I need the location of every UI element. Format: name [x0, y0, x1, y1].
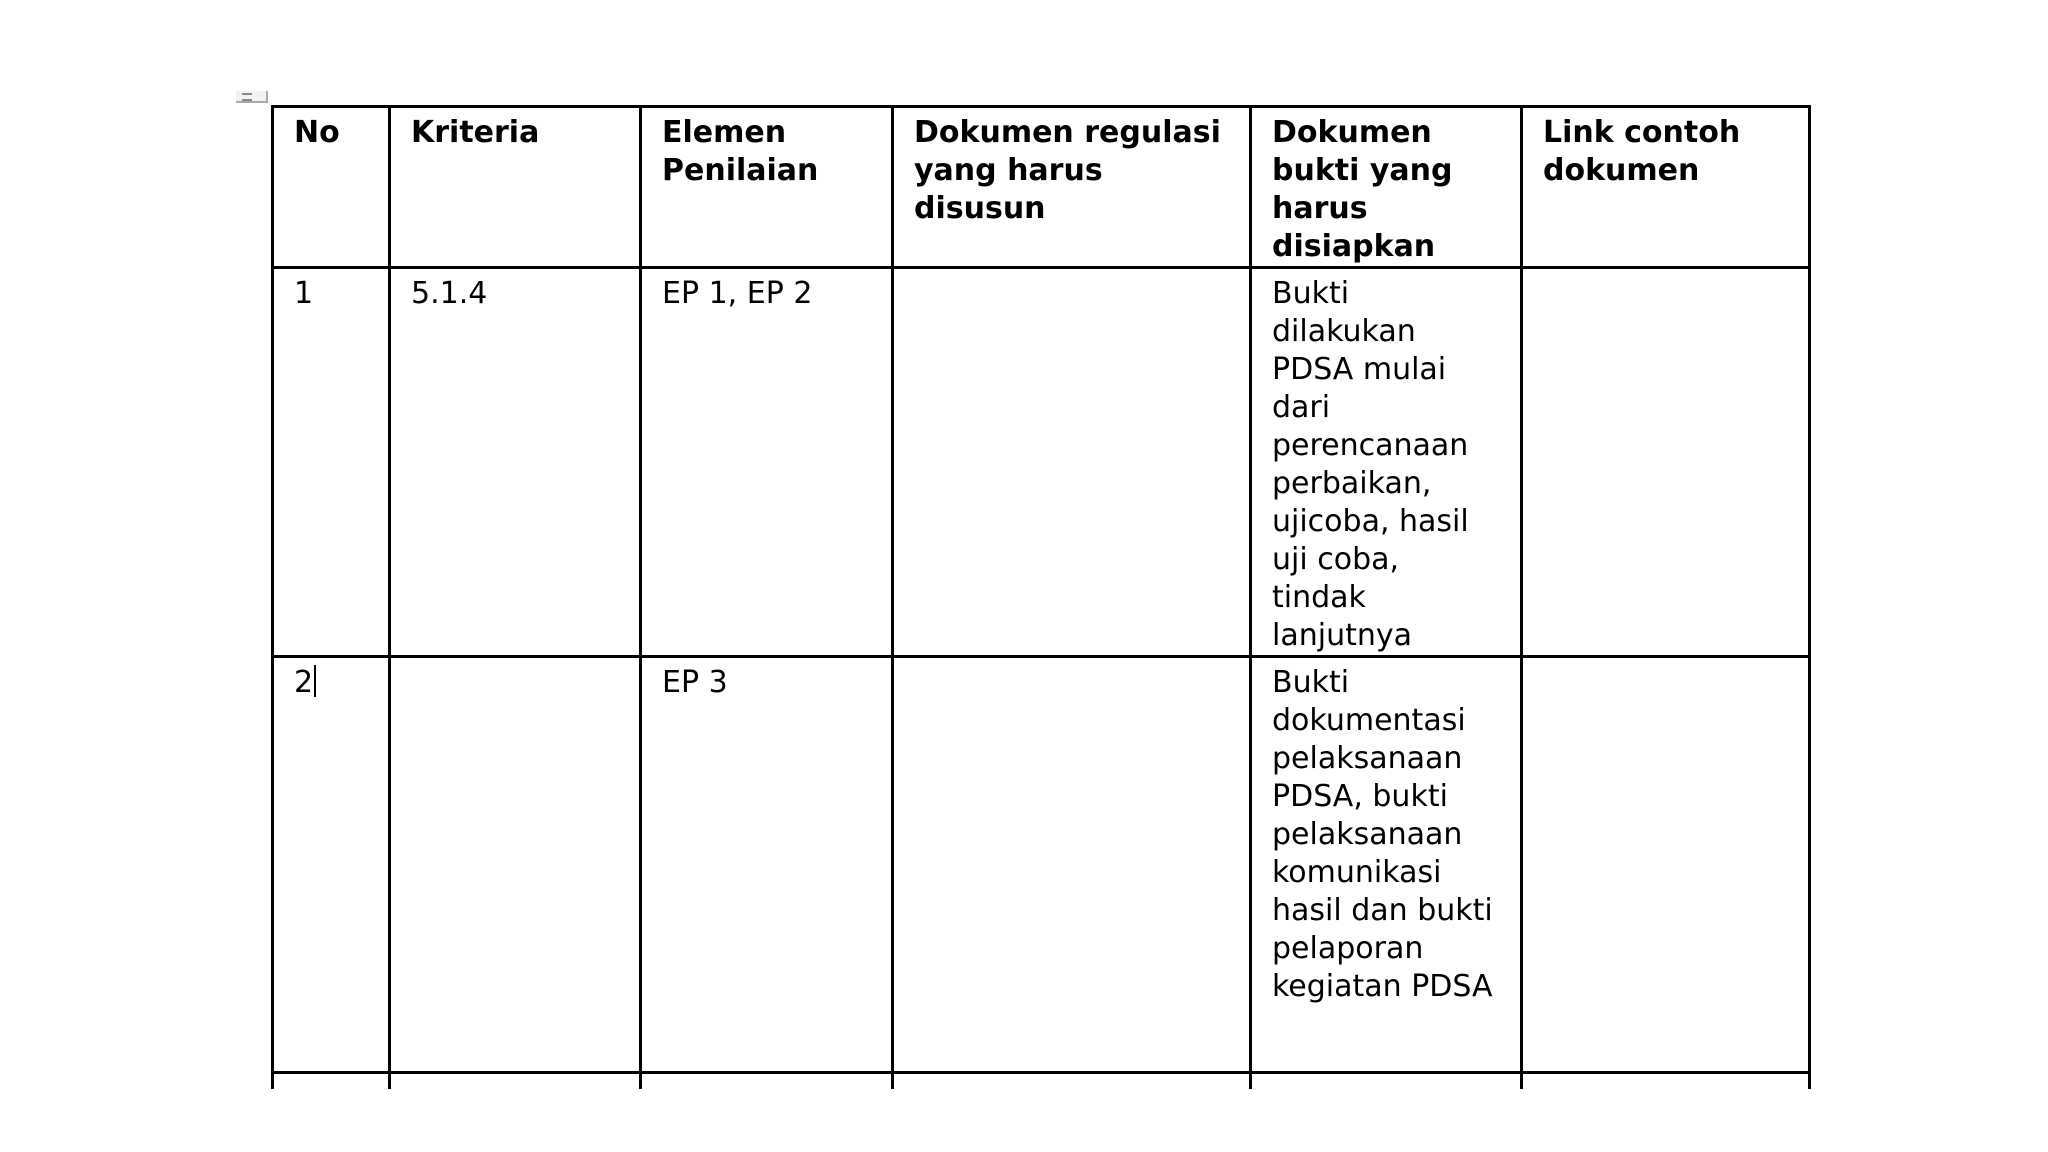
- header-elemen-penilaian[interactable]: [641, 107, 893, 268]
- cell-empty[interactable]: [641, 1073, 893, 1089]
- cell-no[interactable]: [273, 268, 390, 657]
- cell-elemen-text: EP 3: [662, 665, 728, 700]
- cell-no-text: 1: [294, 276, 314, 311]
- table-row: [273, 268, 1810, 657]
- cell-kriteria[interactable]: [390, 268, 641, 657]
- cell-no[interactable]: [273, 657, 390, 1073]
- cell-elemen-text: EP 1, EP 2: [662, 276, 813, 311]
- cell-link[interactable]: [1522, 268, 1810, 657]
- header-regulasi-label: Dokumen regulasi yang harus disusun: [914, 115, 1221, 226]
- cell-elemen[interactable]: [641, 268, 893, 657]
- cell-link[interactable]: [1522, 657, 1810, 1073]
- header-link-label: Link contoh dokumen: [1543, 115, 1741, 188]
- cell-regulasi[interactable]: [893, 657, 1251, 1073]
- cell-regulasi[interactable]: [893, 268, 1251, 657]
- cell-empty[interactable]: [1522, 1073, 1810, 1089]
- text-cursor: [314, 665, 316, 697]
- cell-kriteria[interactable]: [390, 657, 641, 1073]
- header-link-contoh[interactable]: [1522, 107, 1810, 268]
- table-header-row: [273, 107, 1810, 268]
- cell-bukti-text: Bukti dokumentasi pelaksanaan PDSA, bukti pelaksanaan komunikasi hasil dan bukti pelaporan kegiatan PDSA: [1272, 665, 1493, 1004]
- cell-elemen[interactable]: [641, 657, 893, 1073]
- assessment-table: [271, 105, 1811, 1089]
- cell-empty[interactable]: [390, 1073, 641, 1089]
- cell-no-text: 2: [294, 665, 314, 700]
- cell-empty[interactable]: [1251, 1073, 1522, 1089]
- header-bukti-label: Dokumen bukti yang harus disiapkan: [1272, 115, 1453, 264]
- header-kriteria[interactable]: [390, 107, 641, 268]
- table-row-partial: [273, 1073, 1810, 1089]
- cell-empty[interactable]: [273, 1073, 390, 1089]
- header-no-label: No: [294, 115, 340, 150]
- table-row: [273, 657, 1810, 1073]
- header-dokumen-regulasi[interactable]: [893, 107, 1251, 268]
- cell-empty[interactable]: [893, 1073, 1251, 1089]
- cell-bukti[interactable]: [1251, 268, 1522, 657]
- header-dokumen-bukti[interactable]: [1251, 107, 1522, 268]
- header-kriteria-label: Kriteria: [411, 115, 540, 150]
- table-move-handle-icon[interactable]: [236, 91, 268, 103]
- cell-bukti-text: Bukti dilakukan PDSA mulai dari perencanaan perbaikan, ujicoba, hasil uji coba, tindak lanjutnya: [1272, 276, 1469, 653]
- cell-bukti[interactable]: [1251, 657, 1522, 1073]
- header-no[interactable]: [273, 107, 390, 268]
- header-elemen-label: Elemen Penilaian: [662, 115, 819, 188]
- cell-kriteria-text: 5.1.4: [411, 276, 488, 311]
